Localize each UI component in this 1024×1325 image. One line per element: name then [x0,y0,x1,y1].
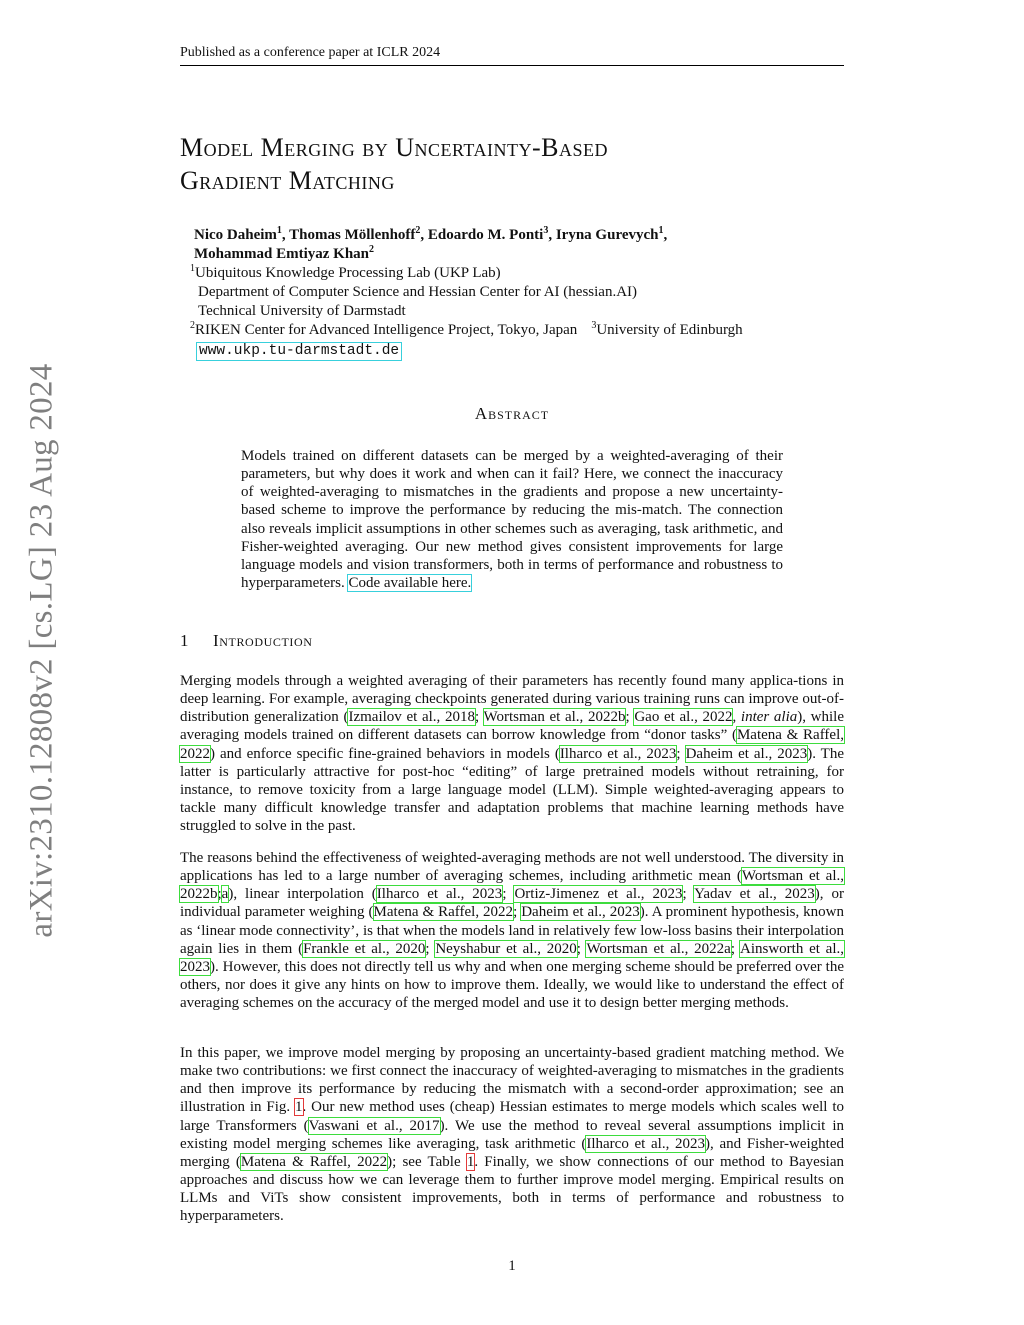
citation-link[interactable]: Ilharco et al., 2023 [559,745,677,762]
code-link[interactable]: Code available here. [348,575,472,592]
arxiv-stamp [8,355,76,945]
intro-paragraph-3 [180,1044,844,1226]
paragraph-text: ). However, this does not directly tell us why and when one merging scheme should be preferred over the others, nor does it give any hints on how to improve them. Ideally, we would like to understand the effect of averaging schemes on the accuracy of the merged model and use it to design better merging methods. [180,958,844,1012]
affiliation-mark: 3 [591,320,597,331]
paragraph-text: ), linear interpolation ( [228,886,377,903]
author-affiliation-mark: 2 [415,225,421,236]
author-separator: , [548,227,556,243]
affiliation-1 [190,264,834,283]
section-heading [180,631,844,651]
figure-ref-link[interactable]: 1 [295,1099,303,1116]
author-name: Edoardo M. Ponti [427,227,544,243]
paragraph-text: . Finally, we show connections of our method to Bayesian approaches and discuss how we can leverage them to further improve model merging. Empirical results on LLMs and ViTs show consistent improvements, both in terms of performance and robustness to hyperparameters. [180,1153,844,1225]
author-name: Iryna Gurevych [555,227,659,243]
author-line-1 [194,226,834,245]
author-block [190,225,834,359]
citation-link[interactable]: Wortsman et al., 2022a [586,940,731,957]
citation-link[interactable]: Frankle et al., 2020 [303,940,426,957]
author-separator: , [663,227,668,243]
citation-separator: ; [676,745,686,762]
arxiv-stamp-text: arXiv:2310.12808v2 [cs.LG] 23 Aug 2024 [23,362,60,938]
citation-link[interactable]: Ainsworth et al., 2023 [180,940,845,975]
citation-separator: ; [474,709,484,726]
citation-link[interactable]: Yadav et al., 2023 [694,886,815,903]
header-rule [180,65,844,66]
author-name: Mohammad Emtiyaz Khan [194,246,370,262]
paragraph-text: ); see Table [387,1153,467,1170]
citation-link[interactable]: Ortiz-Jimenez et al., 2023 [514,886,683,903]
citation-link[interactable]: Vaswani et al., 2017 [308,1117,440,1134]
citation-separator: ; [682,886,695,903]
affiliation-text: Ubiquitous Knowledge Processing Lab (UKP Lab) [195,265,501,281]
paragraph-text: Merging models through a weighted averaging of their parameters has recently found many applica-tions in deep learning. For example, averaging checkpoints generated during various training runs can improve out-of-distribution generalization ( [180,673,844,726]
abstract-text [241,447,783,592]
title-line-2: Gradient Matching [180,166,395,195]
author-affiliation-mark: 1 [658,225,664,236]
abstract-body: Models trained on different datasets can be merged by a weighted-averaging of their parameters, but why does it work and when can it fail? Here, we connect the inaccuracy of weighted-averaging to mismatches in the gradients and propose a new uncertainty-based scheme to improve the performance by reducing the mis-match. The connection also reveals implicit assumptions in other schemes such as averaging, task arithmetic, and Fisher-weighted averaging. Our new method gives consistent improvements for large language models and vision transformers, both in terms of performance and robustness to hyperparameters. [241,448,783,592]
citation-link[interactable]: Matena & Raffel, 2022 [373,904,514,921]
paragraph-text: The reasons behind the effectiveness of weighted-averaging methods are not well understood. The diversity in applications has led to a large number of averaging schemes, including arithmetic mean ( [180,850,844,885]
affiliation-1-university: Technical University of Darmstadt [198,303,406,319]
citation-link[interactable]: Matena & Raffel, 2022 [180,727,844,762]
citation-separator: ; [730,940,740,957]
citation-link[interactable]: Izmailov et al., 2018 [348,709,475,726]
paragraph-text: ), and Fisher-weighted merging ( [180,1135,844,1170]
citation-separator: ; [425,940,436,957]
citation-separator: ; [513,904,522,921]
paragraph-text: . Our new method uses (cheap) Hessian estimates to merge models which scales well to large Transformers ( [180,1099,844,1134]
paragraph-text: ). We use the method to reveal several assumptions implicit in existing model merging schemes like averaging, task arithmetic ( [180,1117,844,1152]
citation-separator: ; [217,886,222,903]
affiliation-mark: 2 [190,320,195,331]
affiliation-text: RIKEN Center for Advanced Intelligence Project, Tokyo, Japan [195,322,578,338]
paragraph-text: ), or individual parameter weighing ( [180,886,844,921]
inter-alia-text: inter alia [740,709,798,726]
url-line [194,340,834,359]
paragraph-text: ), while averaging models trained on different datasets can borrow knowledge from “donor tasks” ( [180,709,844,744]
intro-paragraph-2 [180,849,844,1012]
citation-link[interactable]: Daheim et al., 2023 [685,745,808,762]
paragraph-text: , [732,709,741,726]
section-number: 1 [180,631,190,650]
abstract-heading: Abstract [474,404,550,423]
page-number: 1 [508,1258,516,1274]
author-name: Thomas Möllenhoff [289,227,416,243]
citation-link[interactable]: Ilharco et al., 2023 [376,886,503,903]
citation-link[interactable]: Wortsman et al., 2022b [180,868,844,903]
citation-link[interactable]: Gao et al., 2022 [634,709,733,726]
author-affiliation-mark: 2 [369,244,375,255]
citation-separator: ; [625,709,635,726]
paper-title [180,131,844,197]
citation-link[interactable]: Matena & Raffel, 2022 [240,1153,388,1170]
author-separator: , [281,227,290,243]
section-title: Introduction [213,631,313,650]
affiliation-2-3 [190,321,834,340]
citation-link[interactable]: Neyshabur et al., 2020 [435,940,577,957]
paragraph-text: ). The latter is particularly attractive for post-hoc “editing” of large pretrained models without retraining, for instance, to remove toxicity from a large language model (LLM). Simple weighted-averaging appears to tackle many difficult knowledge transfer and adaptation problems that machine learning methods have struggled to solve in the past. [180,745,845,835]
paragraph-text: ). A prominent hypothesis, known as ‘linear mode connectivity’, is that when the models land in relatively few low-loss basins their interpolation again lies in them ( [180,904,845,957]
affiliation-mark: 1 [190,263,195,274]
author-affiliation-mark: 3 [543,225,549,236]
citation-link[interactable]: a [221,886,229,903]
intro-paragraph-1 [180,672,844,835]
citation-link[interactable]: Daheim et al., 2023 [521,904,640,921]
author-name: Nico Daheim [194,227,277,243]
author-separator: , [420,227,428,243]
table-ref-link[interactable]: 1 [466,1153,475,1170]
citation-separator: ; [576,940,587,957]
citation-link[interactable]: Ilharco et al., 2023 [586,1135,706,1152]
paragraph-text: ) and enforce specific fine-grained behaviors in models ( [210,745,560,762]
running-header: Published as a conference paper at ICLR 2024 [180,45,441,60]
affiliation-text: University of Edinburgh [596,322,743,338]
author-line-2 [194,245,834,264]
citation-link[interactable]: Wortsman et al., 2022b [483,709,626,726]
affiliation-1-department: Department of Computer Science and Hessian Center for AI (hessian.AI) [198,284,638,300]
title-line-1: Model Merging by Uncertainty-Based [180,133,608,162]
ukp-url-link[interactable]: www.ukp.tu-darmstadt.de [196,342,402,361]
paragraph-text: In this paper, we improve model merging by proposing an uncertainty-based gradient matching method. We make two contributions: we first connect the inaccuracy of weighted-averaging to mismatches in the gradients and then improve its performance by reducing the mismatch with a second-order approximation; see an illustration in Fig. [180,1045,844,1116]
citation-separator: ; [502,886,515,903]
author-affiliation-mark: 1 [276,225,282,236]
